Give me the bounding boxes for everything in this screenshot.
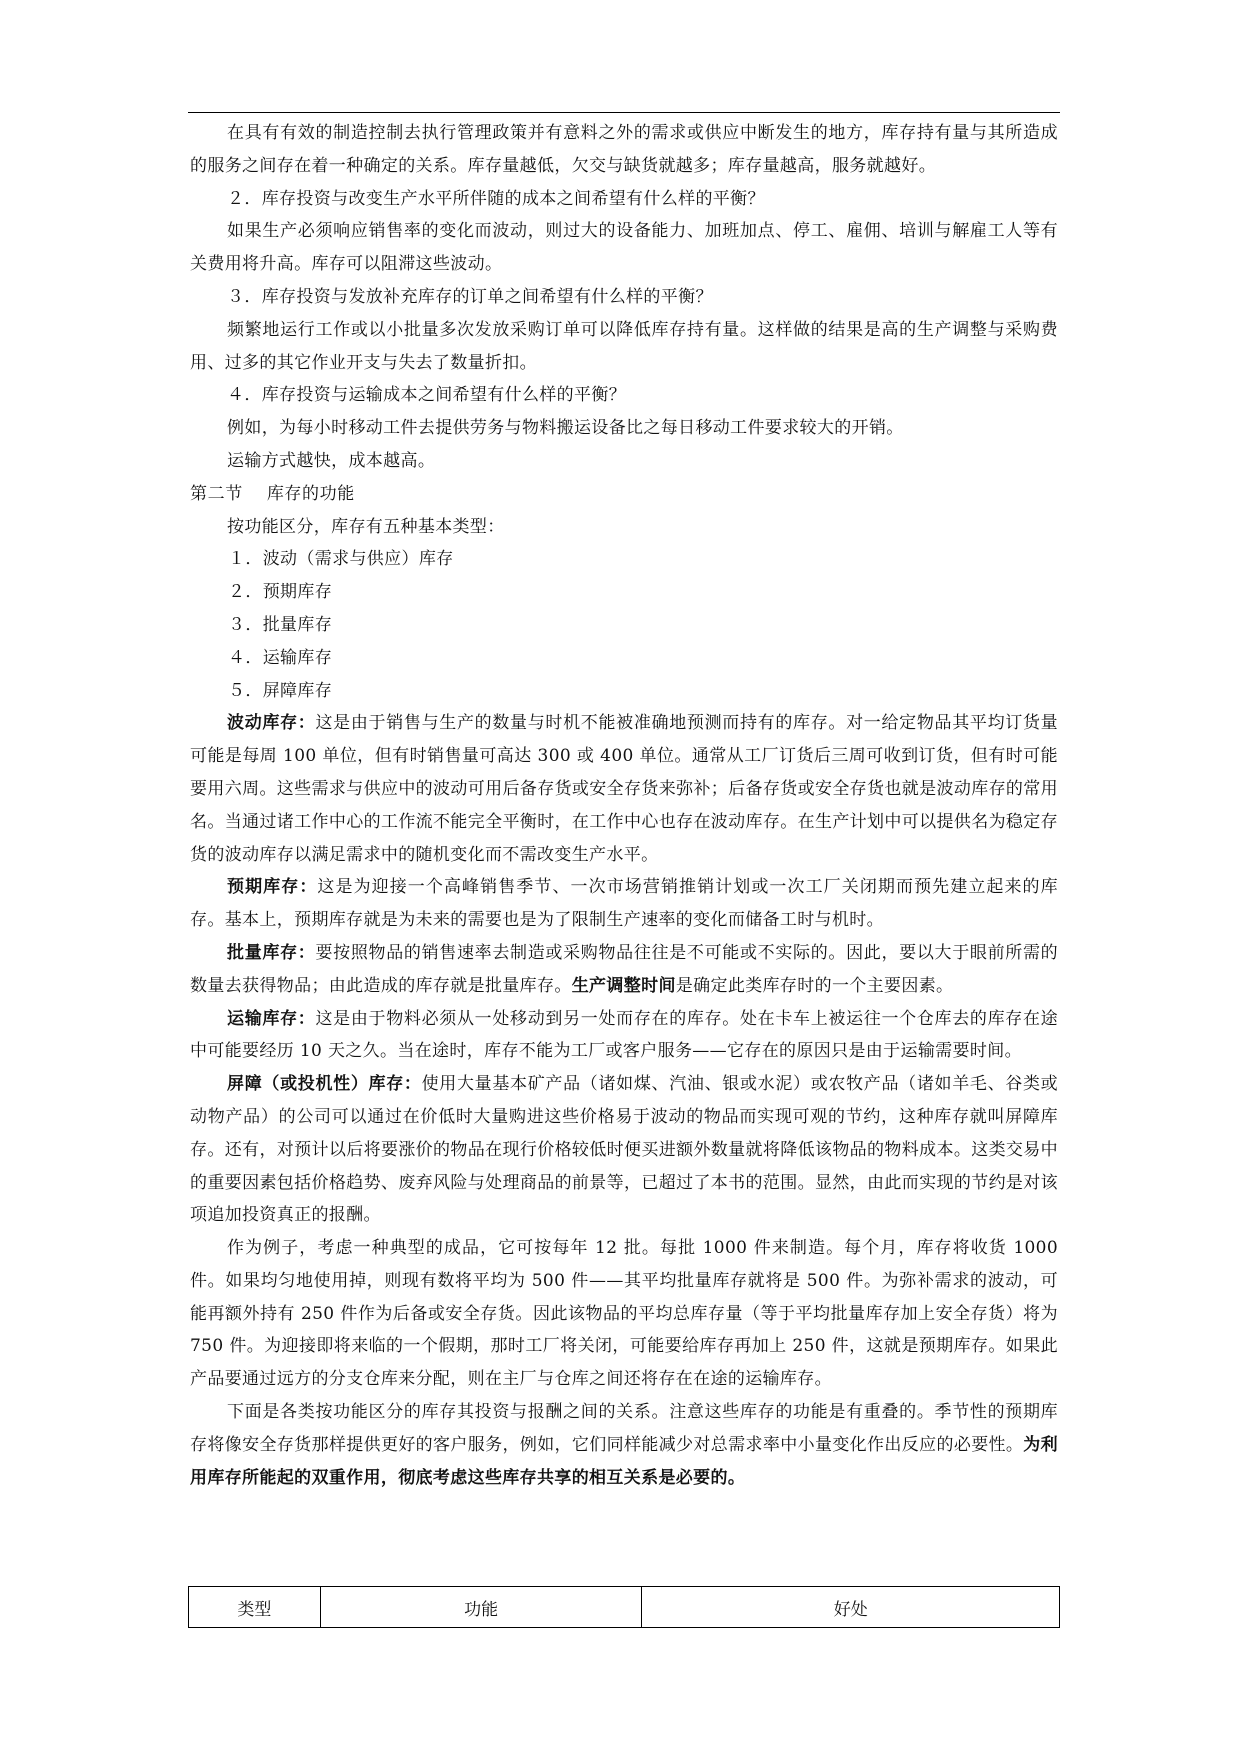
definition-fluctuation (190, 707, 1058, 871)
paragraph: 频繁地运行工作或以小批量多次发放采购订单可以降低库存持有量。这样做的结果是高的生产调整与采购费用、过多的其它作业开支与失去了数量折扣。 (190, 319, 1058, 373)
list-item: ２．预期库存 (228, 582, 333, 603)
definition-term: 运输库存： (227, 1008, 316, 1029)
question-heading: ４．库存投资与运输成本之间希望有什么样的平衡？ (227, 385, 627, 406)
paragraph: 如果生产必须响应销售率的变化而波动，则过大的设备能力、加班加点、停工、雇佣、培训与解雇工人等有关费用将升高。库存可以阻滞这些波动。 (190, 221, 1058, 275)
header-rule (188, 112, 1060, 113)
section-heading: 库存的功能 (266, 483, 355, 504)
definition-text: 这是由于物料必须从一处移动到另一处而存在的库存。处在卡车上被运往一个仓库去的库存在途中可能要经历 10 天之久。当在途时，库存不能为工厂或客户服务——它存在的原因只是由于运输需要时间。 (190, 1008, 1059, 1062)
column-header-type: 类型 (189, 1587, 321, 1628)
section-number: 第二节 (190, 483, 243, 504)
column-header-benefit: 好处 (642, 1587, 1060, 1628)
table-header-row (189, 1587, 1060, 1628)
definition-transportation (190, 1003, 1058, 1069)
body-text (190, 117, 1058, 1494)
closing-emphasis: 为利用库存所能起的双重作用，彻底考虑这些库存共享的相互关系是必要的。 (190, 1434, 1058, 1488)
emphasis-text: 生产调整时间 (571, 975, 676, 996)
list-item: １．波动（需求与供应）库存 (228, 549, 454, 570)
function-table (188, 1586, 1060, 1628)
closing-paragraph (190, 1396, 1058, 1494)
paragraph: 在具有有效的制造控制去执行管理政策并有意料之外的需求或供应中断发生的地方，库存持有量与其所造成的服务之间存在着一种确定的关系。库存量越低，欠交与缺货就越多；库存量越高，服务就越好。 (190, 123, 1058, 176)
question-heading: ２．库存投资与改变生产水平所伴随的成本之间希望有什么样的平衡？ (227, 188, 765, 209)
definition-text: 这是由于销售与生产的数量与时机不能被准确地预测而持有的库存。对一给定物品其平均订货量可能是每周 100 单位，但有时销售量可高达 300 或 400 单位。通常从工厂订货后三周可收到订货，但有时可能要用六周。这些需求与供应中的波动可用后备存货或安全存货来弥补；后备存货或安全存货也就是波动库存的常用名。当通过诸工作中心的工作流不能完全平衡时，在工作中心也存在波动库存。在生产计划中可以提供名为稳定存货的波动库存以满足需求中的随机变化而不需改变生产水平。 (190, 713, 1059, 865)
example-paragraph: 作为例子，考虑一种典型的成品，它可按每年 12 批。每批 1000 件来制造。每个月，库存将收货 1000 件。如果均匀地使用掉，则现有数将平均为 500 件——其平均批量库存就将是 500 件。为弥补需求的波动，可能再额外持有 250 件作为后备或安全存货。因此该物品的平均总库存量（等于平均批量库存加上安全存货）将为 750 件。为迎接即将来临的一个假期，那时工厂将关闭，可能要给库存再加上 250 件，这就是预期库存。如果此产品要通过远方的分支仓库来分配，则在主厂与仓库之间还将存在在途的运输库存。 (190, 1238, 1058, 1390)
intro-paragraph: 按功能区分，库存有五种基本类型： (227, 516, 505, 537)
list-item: ３．批量库存 (228, 614, 333, 635)
definition-text: 使用大量基本矿产品（诸如煤、汽油、银或水泥）或农牧产品（诸如羊毛、谷类或动物产品）的公司可以通过在价低时大量购进这些价格易于波动的物品而实现可观的节约，这种库存就叫屏障库存。还有，对预计以后将要涨价的物品在现行价格较低时便买进额外数量就将降低该物品的物料成本。这类交易中的重要因素包括价格趋势、废弃风险与处理商品的前景等，已超过了本书的范围。显然，由此而实现的节约是对该项追加投资真正的报酬。 (190, 1074, 1058, 1226)
definition-text: 要按照物品的销售速率去制造或采购物品往往是不可能或不实际的。因此，要以大于眼前所需的数量去获得物品；由此造成的库存就是批量库存。 (190, 942, 1059, 996)
inventory-type-list (190, 543, 1058, 707)
list-item: ５．屏障库存 (228, 680, 333, 701)
definition-text: 这是为迎接一个高峰销售季节、一次市场营销推销计划或一次工厂关闭期而预先建立起来的库存。基本上，预期库存就是为未来的需要也是为了限制生产速率的变化而储备工时与机时。 (190, 877, 1058, 931)
definition-term: 批量库存： (227, 942, 316, 963)
definition-tail: 是确定此类库存时的一个主要因素。 (675, 975, 954, 996)
paragraph: 运输方式越快，成本越高。 (227, 450, 436, 471)
definition-term: 屏障（或投机性）库存： (227, 1074, 422, 1095)
definition-lot-size (190, 937, 1058, 1003)
question-heading: ３．库存投资与发放补充库存的订单之间希望有什么样的平衡？ (227, 286, 713, 307)
column-header-function: 功能 (320, 1587, 642, 1628)
list-item: ４．运输库存 (228, 647, 333, 668)
definition-term: 预期库存： (227, 877, 318, 898)
definition-hedge (190, 1068, 1058, 1232)
paragraph: 例如，为每小时移动工件去提供劳务与物料搬运设备比之每日移动工件要求较大的开销。 (227, 418, 904, 439)
definition-term: 波动库存： (227, 713, 316, 734)
definition-anticipation (190, 871, 1058, 937)
section-title (190, 478, 1058, 511)
closing-text: 下面是各类按功能区分的库存其投资与报酬之间的关系。注意这些库存的功能是有重叠的。季节性的预期库存将像安全存货那样提供更好的客户服务，例如，它们同样能减少对总需求率中小量变化作出反应的必要性。 (190, 1402, 1058, 1455)
